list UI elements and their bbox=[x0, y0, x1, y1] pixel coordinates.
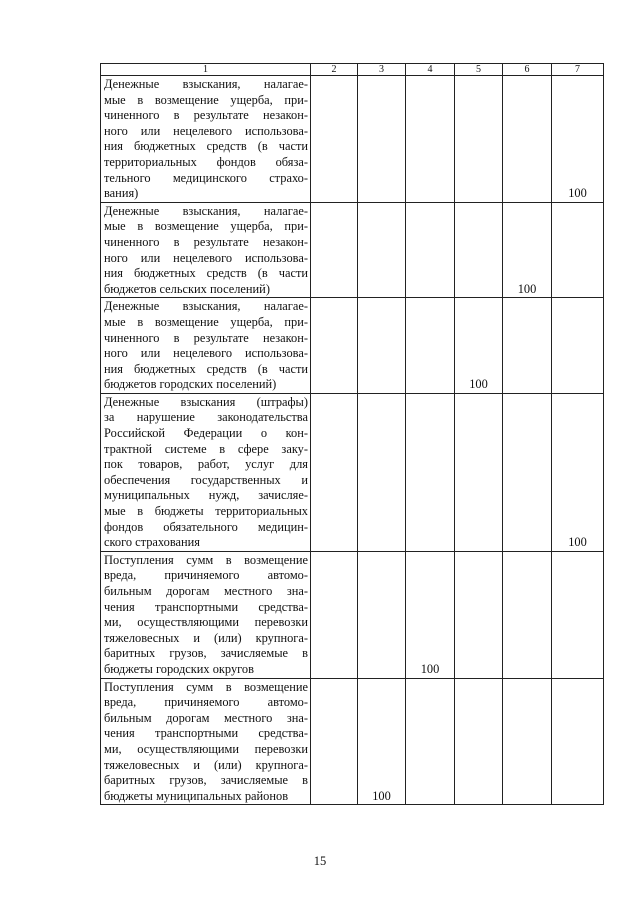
table-header-row bbox=[101, 64, 604, 76]
percent-cell bbox=[552, 551, 604, 678]
column-header: 4 bbox=[406, 64, 455, 76]
table-row bbox=[101, 202, 604, 298]
description-line: мые в возмещение ущерба, при- bbox=[104, 219, 308, 234]
percent-cell bbox=[552, 298, 604, 394]
revenue-distribution-table bbox=[100, 63, 604, 805]
percent-cell bbox=[503, 393, 552, 551]
description-line: Поступления сумм в возмещение bbox=[104, 552, 308, 567]
description-line: вреда, причиняемого автомо- bbox=[104, 568, 308, 583]
percent-cell bbox=[311, 551, 358, 678]
description-line: баритных грузов, зачисляемые в bbox=[104, 773, 308, 788]
percent-cell bbox=[311, 678, 358, 805]
description-line: Поступления сумм в возмещение bbox=[104, 679, 308, 694]
description-line: ного или нецелевого использова- bbox=[104, 123, 308, 138]
description-line: мые в бюджеты территориальных bbox=[104, 504, 308, 519]
percent-cell bbox=[503, 551, 552, 678]
description-line: ния бюджетных средств (в части bbox=[104, 361, 308, 376]
percent-cell bbox=[503, 76, 552, 203]
percent-cell bbox=[358, 551, 406, 678]
percent-value: 100 bbox=[420, 661, 440, 676]
description-line: чения транспортными средства- bbox=[104, 599, 308, 614]
table-row bbox=[101, 551, 604, 678]
percent-cell bbox=[455, 678, 503, 805]
description-line: ского страхования bbox=[104, 535, 200, 550]
percent-value: 100 bbox=[372, 788, 391, 803]
column-header: 5 bbox=[455, 64, 503, 76]
description-line: бюджетов городских поселений) bbox=[104, 377, 277, 392]
description-line: чиненного в результате незакон- bbox=[104, 330, 308, 345]
table-row bbox=[101, 298, 604, 394]
description-line: Денежные взыскания, налагае- bbox=[104, 77, 308, 91]
description-line: вреда, причиняемого автомо- bbox=[104, 695, 308, 710]
percent-cell bbox=[455, 76, 503, 203]
percent-cell bbox=[503, 298, 552, 394]
percent-cell bbox=[503, 678, 552, 805]
description-line: мые в возмещение ущерба, при- bbox=[104, 314, 308, 329]
description-line: ния бюджетных средств (в части bbox=[104, 266, 308, 281]
percent-cell bbox=[311, 393, 358, 551]
row-description bbox=[101, 551, 311, 678]
description-line: бюджетов сельских поселений) bbox=[104, 281, 270, 296]
table-body bbox=[101, 64, 604, 805]
percent-cell bbox=[311, 202, 358, 298]
description-line: баритных грузов, зачисляемые в bbox=[104, 646, 308, 661]
description-line: бюджеты муниципальных районов bbox=[104, 788, 289, 803]
percent-cell bbox=[552, 393, 604, 551]
description-line: пок товаров, работ, услуг для bbox=[104, 457, 308, 472]
percent-cell bbox=[406, 393, 455, 551]
percent-cell bbox=[455, 202, 503, 298]
percent-value: 100 bbox=[517, 281, 537, 296]
percent-cell bbox=[358, 298, 406, 394]
description-line: чиненного в результате незакон- bbox=[104, 108, 308, 123]
column-header: 1 bbox=[101, 64, 311, 76]
description-line: вания) bbox=[104, 186, 139, 201]
description-line: ми, осуществляющими перевозки bbox=[104, 615, 308, 630]
percent-cell bbox=[503, 202, 552, 298]
description-line: Денежные взыскания (штрафы) bbox=[104, 394, 308, 409]
description-line: территориальных фондов обяза- bbox=[104, 154, 308, 169]
percent-value: 100 bbox=[469, 377, 488, 392]
table-row bbox=[101, 393, 604, 551]
percent-value: 100 bbox=[568, 535, 587, 550]
column-header: 3 bbox=[358, 64, 406, 76]
percent-cell bbox=[311, 298, 358, 394]
description-line: Денежные взыскания, налагае- bbox=[104, 299, 308, 314]
percent-cell bbox=[455, 551, 503, 678]
column-header: 6 bbox=[503, 64, 552, 76]
description-line: муниципальных нужд, зачисляе- bbox=[104, 488, 308, 503]
row-description bbox=[101, 298, 311, 394]
percent-cell bbox=[406, 298, 455, 394]
description-line: ми, осуществляющими перевозки bbox=[104, 741, 308, 756]
page-number: 15 bbox=[313, 854, 327, 868]
percent-cell bbox=[358, 76, 406, 203]
percent-cell bbox=[358, 393, 406, 551]
description-line: Российской Федерации о кон- bbox=[104, 426, 308, 441]
percent-cell bbox=[455, 298, 503, 394]
percent-cell bbox=[406, 202, 455, 298]
percent-cell bbox=[406, 678, 455, 805]
description-line: ного или нецелевого использова- bbox=[104, 250, 308, 265]
description-line: бильным дорогам местного зна- bbox=[104, 584, 308, 598]
description-line: ния бюджетных средств (в части bbox=[104, 139, 308, 154]
percent-cell bbox=[311, 76, 358, 203]
description-line: чиненного в результате незакон- bbox=[104, 234, 308, 249]
description-line: за нарушение законодательства bbox=[104, 410, 308, 425]
row-description bbox=[101, 393, 311, 551]
description-line: тяжеловесных и (или) крупнога- bbox=[104, 757, 308, 772]
percent-cell bbox=[406, 551, 455, 678]
description-line: Денежные взыскания, налагае- bbox=[104, 203, 308, 218]
table-row bbox=[101, 678, 604, 805]
description-line: чения транспортными средства- bbox=[104, 726, 308, 741]
description-line: ного или нецелевого использова- bbox=[104, 346, 308, 361]
description-line: обеспечения государственных и bbox=[104, 472, 308, 487]
description-line: бильным дорогам местного зна- bbox=[104, 710, 308, 725]
percent-cell bbox=[455, 393, 503, 551]
percent-cell bbox=[552, 202, 604, 298]
percent-cell bbox=[406, 76, 455, 203]
description-line: тяжеловесных и (или) крупнога- bbox=[104, 630, 308, 645]
column-header: 2 bbox=[311, 64, 358, 76]
description-line: мые в возмещение ущерба, при- bbox=[104, 92, 308, 107]
table-row bbox=[101, 76, 604, 203]
column-header: 7 bbox=[552, 64, 604, 76]
row-description bbox=[101, 678, 311, 805]
percent-cell bbox=[358, 678, 406, 805]
description-line: бюджеты городских округов bbox=[104, 661, 254, 676]
percent-cell bbox=[552, 76, 604, 203]
description-line: фондов обязательного медицин- bbox=[104, 519, 308, 534]
percent-cell bbox=[358, 202, 406, 298]
row-description bbox=[101, 202, 311, 298]
percent-value: 100 bbox=[568, 186, 587, 201]
description-line: трактной системе в сфере заку- bbox=[104, 441, 308, 456]
description-line: тельного медицинского страхо- bbox=[104, 170, 308, 185]
row-description bbox=[101, 76, 311, 203]
percent-cell bbox=[552, 678, 604, 805]
